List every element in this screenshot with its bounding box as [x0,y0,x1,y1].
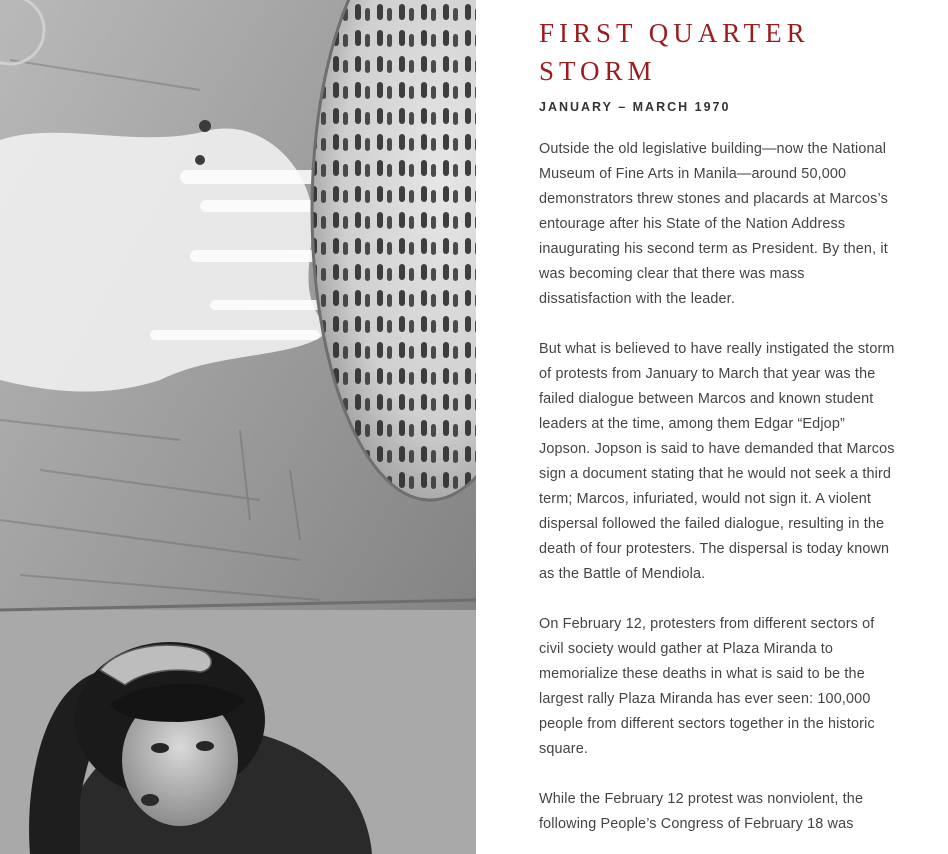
paragraph: On February 12, protesters from different sectors of civil society would gather at Plaza Miranda to memorialize these deaths in what is said to be the largest rally Plaza Miranda has ever seen: 100,000 people from different sectors together in the historic square. [539,616,875,757]
article-body [539,137,899,837]
paragraph: But what is believed to have really instigated the storm of protests from January to March that year was the failed dialogue between Marcos and known student leaders at the time, among them Edgar “Edjop” Jopson. Jopson is said to have demanded that Marcos sign a document stating that he would not seek a third term; Marcos, infuriated, would not sign it. A violent dispersal followed the failed dialogue, resulting in the death of four protesters. The dispersal is today known as the Battle of Mendiola. [539,341,895,582]
article-title: FIRST QUARTER STORM [539,18,810,86]
article-date-range: JANUARY – MARCH 1970 [539,100,731,114]
article [539,14,899,854]
paragraph: While the February 12 protest was nonviolent, the following People’s Congress of February 18 was [539,791,864,832]
paragraph: Outside the old legislative building—now the National Museum of Fine Arts in Manila—around 50,000 demonstrators threw stones and placards at Marcos’s entourage after his State of the Nation Address inaugurating his second term as President. By then, it was becoming clear that there was mass dissatisfaction with the leader. [539,141,888,307]
